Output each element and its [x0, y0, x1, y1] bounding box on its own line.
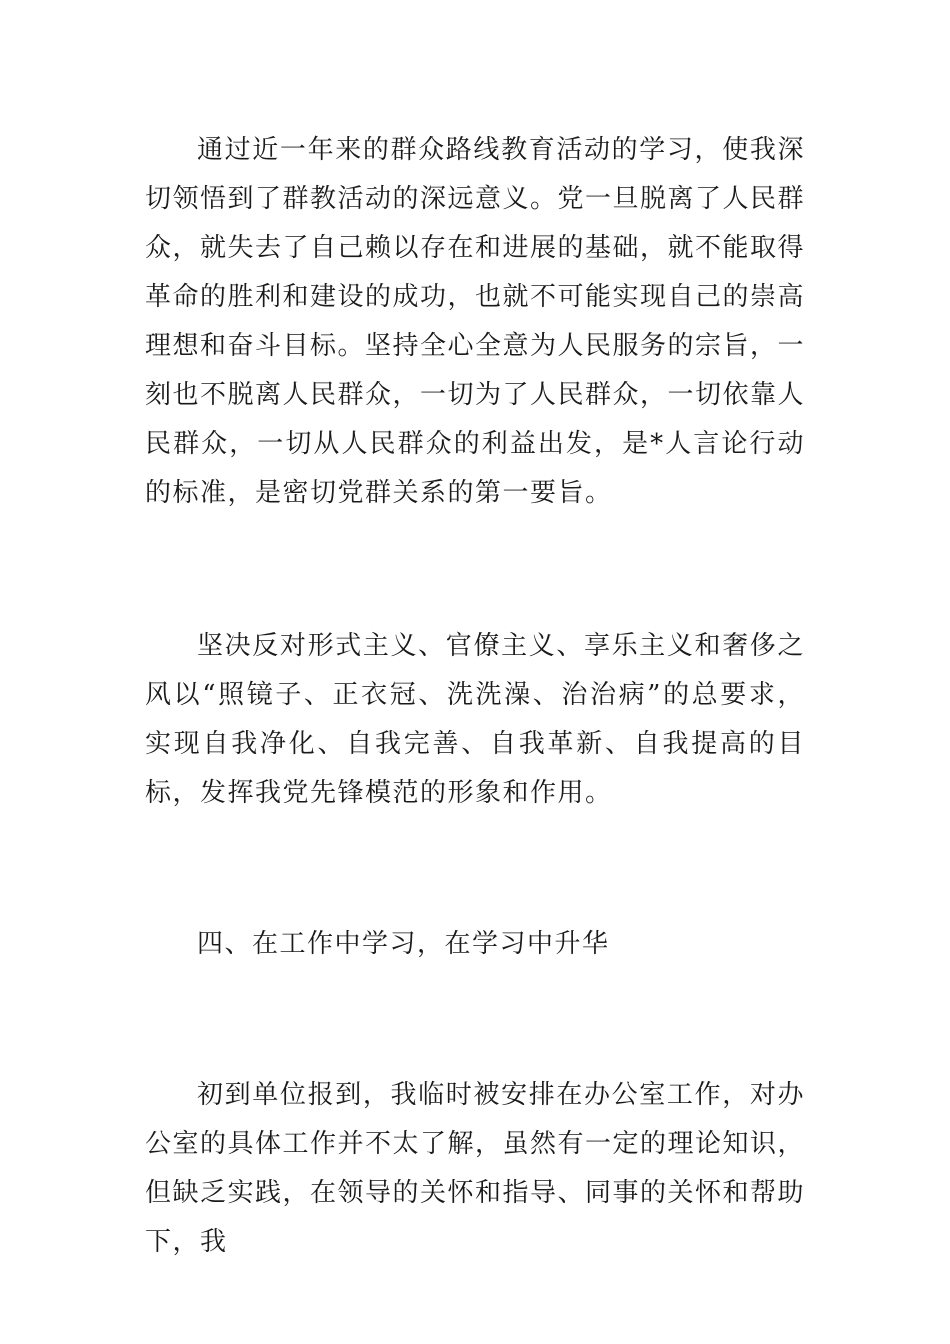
paragraph-office-work: 初到单位报到，我临时被安排在办公室工作，对办公室的具体工作并不太了解，虽然有一定的理论知识，但缺乏实践，在领导的关怀和指导、同事的关怀和帮助下，我	[145, 1080, 806, 1257]
section-heading-four: 四、在工作中学习，在学习中升华	[197, 929, 610, 959]
paragraph-oppose-formalism: 坚决反对形式主义、官僚主义、享乐主义和奢侈之风以“照镜子、正衣冠、洗洗澡、治治病”的总要求，实现自我净化、自我完善、自我革新、自我提高的目标，发挥我党先锋模范的形象和作用。	[145, 631, 805, 808]
paragraph-mass-line-education: 通过近一年来的群众路线教育活动的学习，使我深切领悟到了群教活动的深远意义。党一旦脱离了人民群众，就失去了自己赖以存在和进展的基础，就不能取得革命的胜利和建设的成功，也就不可能实现自己的崇高理想和奋斗目标。坚持全心全意为人民服务的宗旨，一刻也不脱离人民群众，一切为了人民群众，一切依靠人民群众，一切从人民群众的利益出发，是*人言论行动的标准，是密切党群关系的第一要旨。	[145, 135, 806, 508]
